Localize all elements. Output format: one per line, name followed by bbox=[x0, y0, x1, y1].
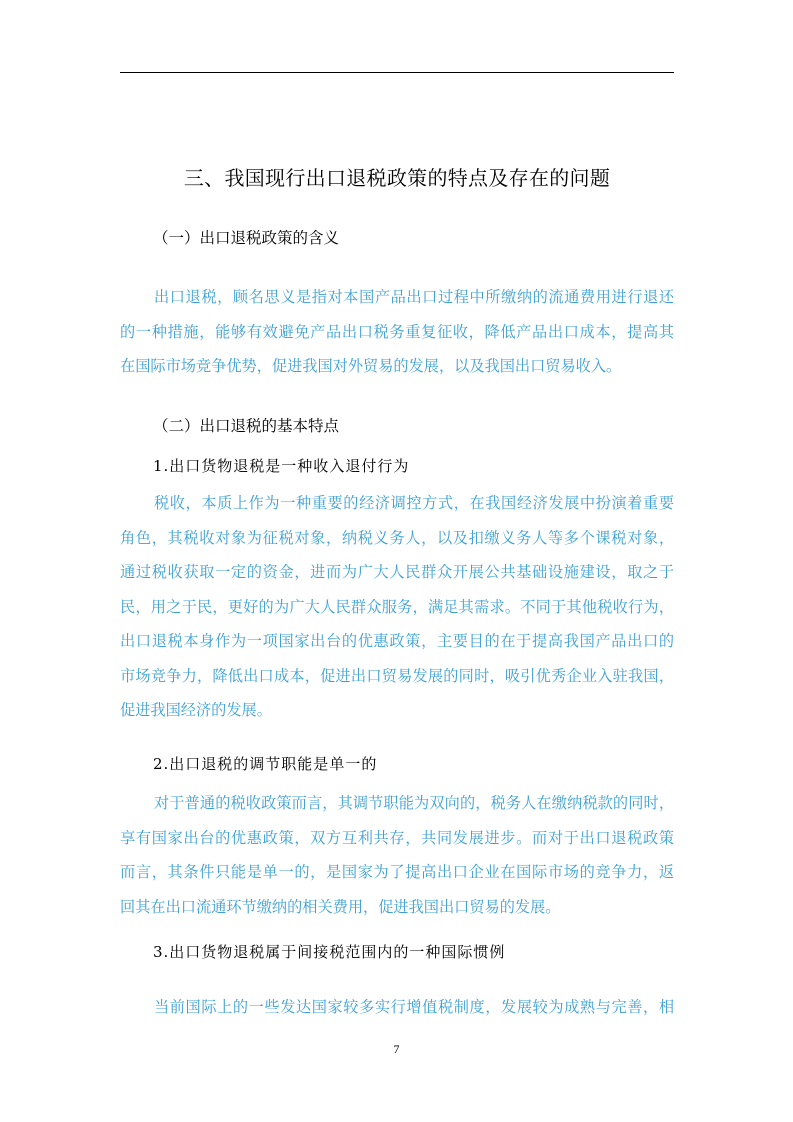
paragraph-line: 在国际市场竞争优势，促进我国对外贸易的发展，以及我国出口贸易收入。 bbox=[120, 357, 622, 375]
item3-title: 3.出口货物退税属于间接税范围内的一种国际惯例 bbox=[153, 943, 506, 961]
paragraph-line: 当前国际上的一些发达国家较多实行增值税制度，发展较为成熟与完善，相 bbox=[154, 998, 674, 1016]
chapter-title: 三、我国现行出口退税政策的特点及存在的问题 bbox=[183, 166, 611, 190]
paragraph-line: 回其在出口流通环节缴纳的相关费用，促进我国出口贸易的发展。 bbox=[120, 897, 561, 916]
page-number: 7 bbox=[393, 1042, 400, 1056]
section-heading-1: （一）出口退税政策的含义 bbox=[153, 229, 340, 247]
paragraph-line: 而言，其条件只能是单一的，是国家为了提高出口企业在国际市场的竞争力，返 bbox=[120, 863, 674, 881]
paragraph-line: 市场竞争力，降低出口成本，促进出口贸易发展的同时，吸引优秀企业入驻我国， bbox=[120, 666, 674, 685]
paragraph-line: 对于普通的税收政策而言，其调节职能为双向的，税务人在缴纳税款的同时， bbox=[154, 794, 674, 812]
paragraph-line: 促进我国经济的发展。 bbox=[120, 701, 272, 719]
paragraph-line: 民，用之于民，更好的为广大人民群众服务，满足其需求。不同于其他税收行为， bbox=[120, 597, 674, 616]
item2-paragraph bbox=[120, 792, 674, 930]
paragraph-line: 的一种措施，能够有效避免产品出口税务重复征收，降低产品出口成本，提高其 bbox=[120, 322, 674, 341]
paragraph-line: 出口退税本身作为一项国家出台的优惠政策，主要目的在于提高我国产品出口的 bbox=[120, 632, 674, 650]
paragraph-line: 税收，本质上作为一种重要的经济调控方式，在我国经济发展中扮演着重要 bbox=[154, 494, 674, 512]
item3-paragraph bbox=[120, 996, 674, 1031]
item1-paragraph bbox=[120, 492, 674, 734]
section1-paragraph bbox=[120, 286, 674, 390]
section-heading-2: （二）出口退税的基本特点 bbox=[153, 417, 340, 435]
paragraph-line: 享有国家出台的优惠政策，双方互利共存，共同发展进步。而对于出口退税政策 bbox=[120, 828, 674, 847]
item1-title: 1.出口货物退税是一种收入退付行为 bbox=[153, 457, 410, 475]
item2-title: 2.出口退税的调节职能是单一的 bbox=[153, 755, 378, 773]
paragraph-line: 角色，其税收对象为征税对象，纳税义务人，以及扣缴义务人等多个课税对象， bbox=[120, 528, 674, 547]
header-rule bbox=[120, 72, 674, 73]
paragraph-line: 出口退税，顾名思义是指对本国产品出口过程中所缴纳的流通费用进行退还 bbox=[154, 288, 674, 306]
paragraph-line: 通过税收获取一定的资金，进而为广大人民群众开展公共基础设施建设，取之于 bbox=[120, 563, 674, 581]
